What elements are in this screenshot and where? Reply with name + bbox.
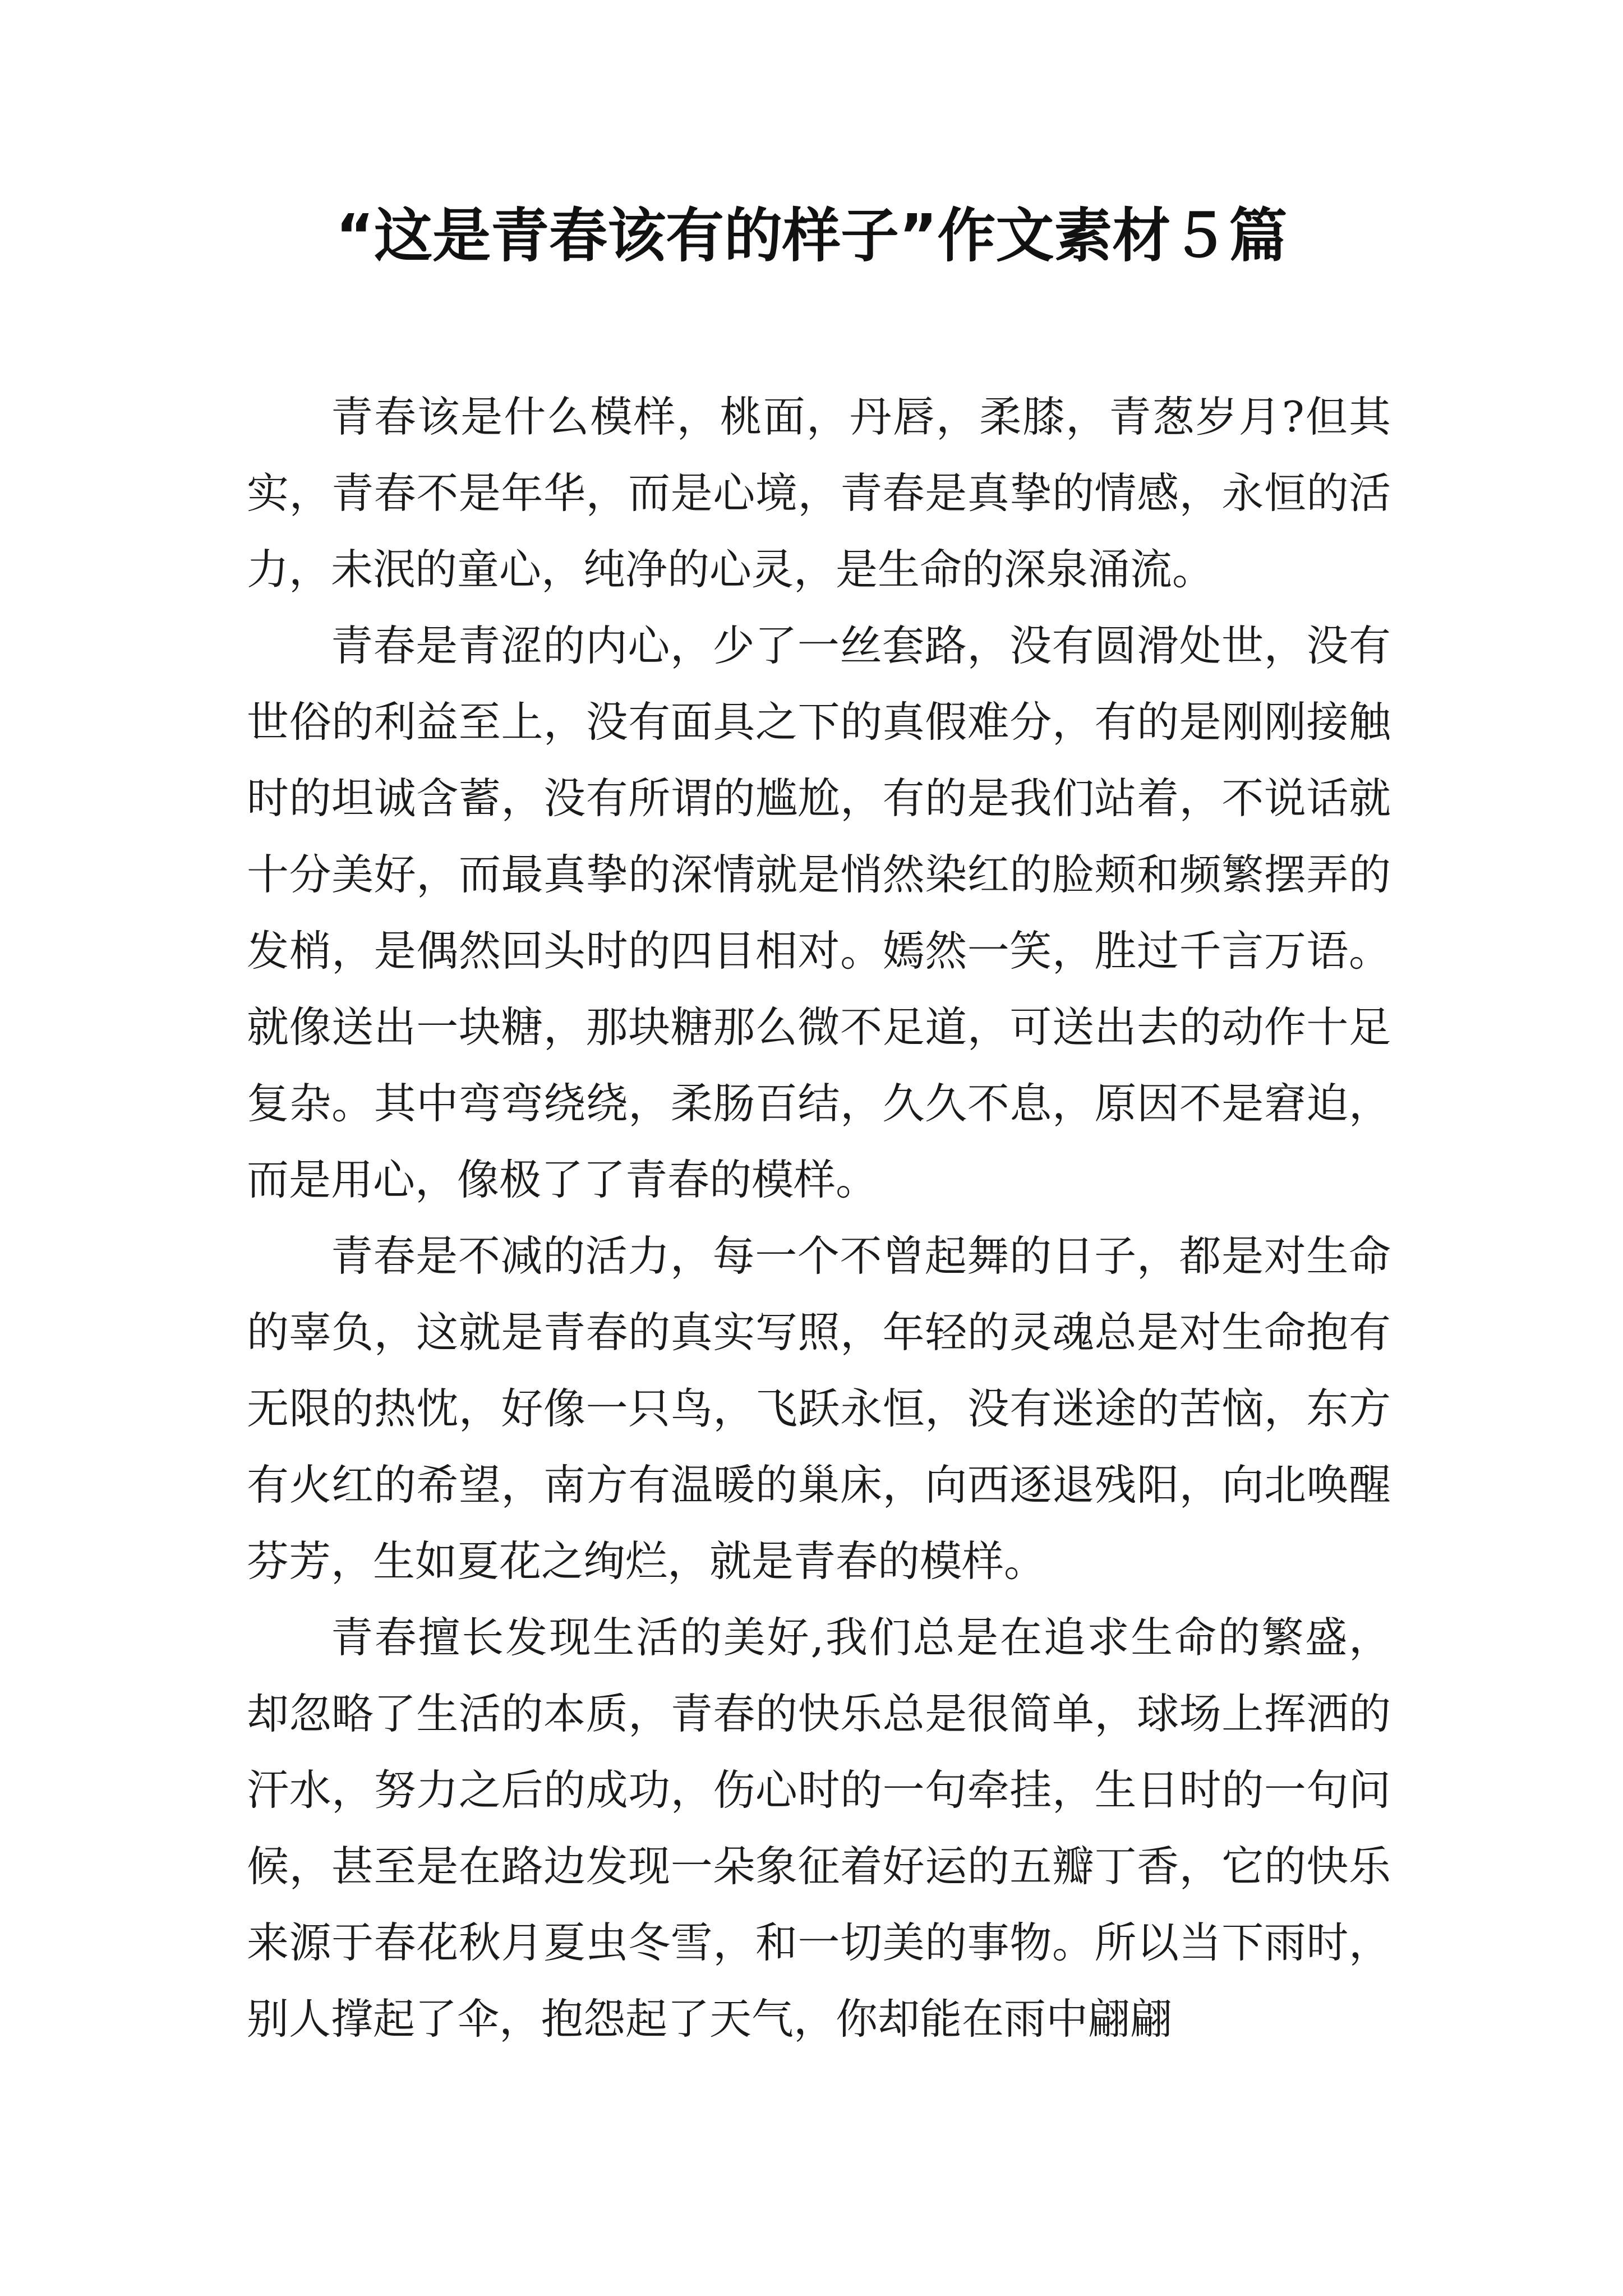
paragraph-2: 青春是青涩的内心，少了一丝套路，没有圆滑处世，没有世俗的利益至上，没有面具之下的真假难分，有的是刚刚接触时的坦诚含蓄，没有所谓的尴尬，有的是我们站着，不说话就十分美好，而最真挚的深情就是悄然染红的脸颊和频繁摆弄的发梢，是偶然回头时的四目相对。嫣然一笑，胜过千言万语。就像送出一块糖，那块糖那么微不足道，可送出去的动作十足复杂。其中弯弯绕绕，柔肠百结，久久不息，原因不是窘迫，而是用心，像极了了青春的模样。 [247,621,1391,1204]
document-title: “这是青春该有的样子”作文素材５篇 [335,201,1288,270]
paragraph-3: 青春是不减的活力，每一个不曾起舞的日子，都是对生命的辜负，这就是青春的真实写照，年轻的灵魂总是对生命抱有无限的热忱，好像一只鸟，飞跃永恒，没有迷途的苦恼，东方有火红的希望，南方有温暖的巢床，向西逐退残阳，向北唤醒芬芳，生如夏花之绚烂，就是青春的模样。 [247,1231,1391,1586]
paragraph-1: 青春该是什么模样，桃面，丹唇，柔膝，青葱岁月?但其实，青春不是年华，而是心境，青春是真挚的情感，永恒的活力，未泯的童心，纯净的心灵，是生命的深泉涌流。 [247,392,1391,594]
document-body [247,379,1391,2057]
paragraph-4: 青春擅长发现生活的美好,我们总是在追求生命的繁盛，却忽略了生活的本质，青春的快乐总是很简单，球场上挥洒的汗水，努力之后的成功，伤心时的一句牵挂，生日时的一句问候，甚至是在路边发现一朵象征着好运的五瓣丁香，它的快乐来源于春花秋月夏虫冬雪，和一切美的事物。所以当下雨时，别人撑起了伞，抱怨起了天气，你却能在雨中翩翩 [247,1613,1391,2044]
